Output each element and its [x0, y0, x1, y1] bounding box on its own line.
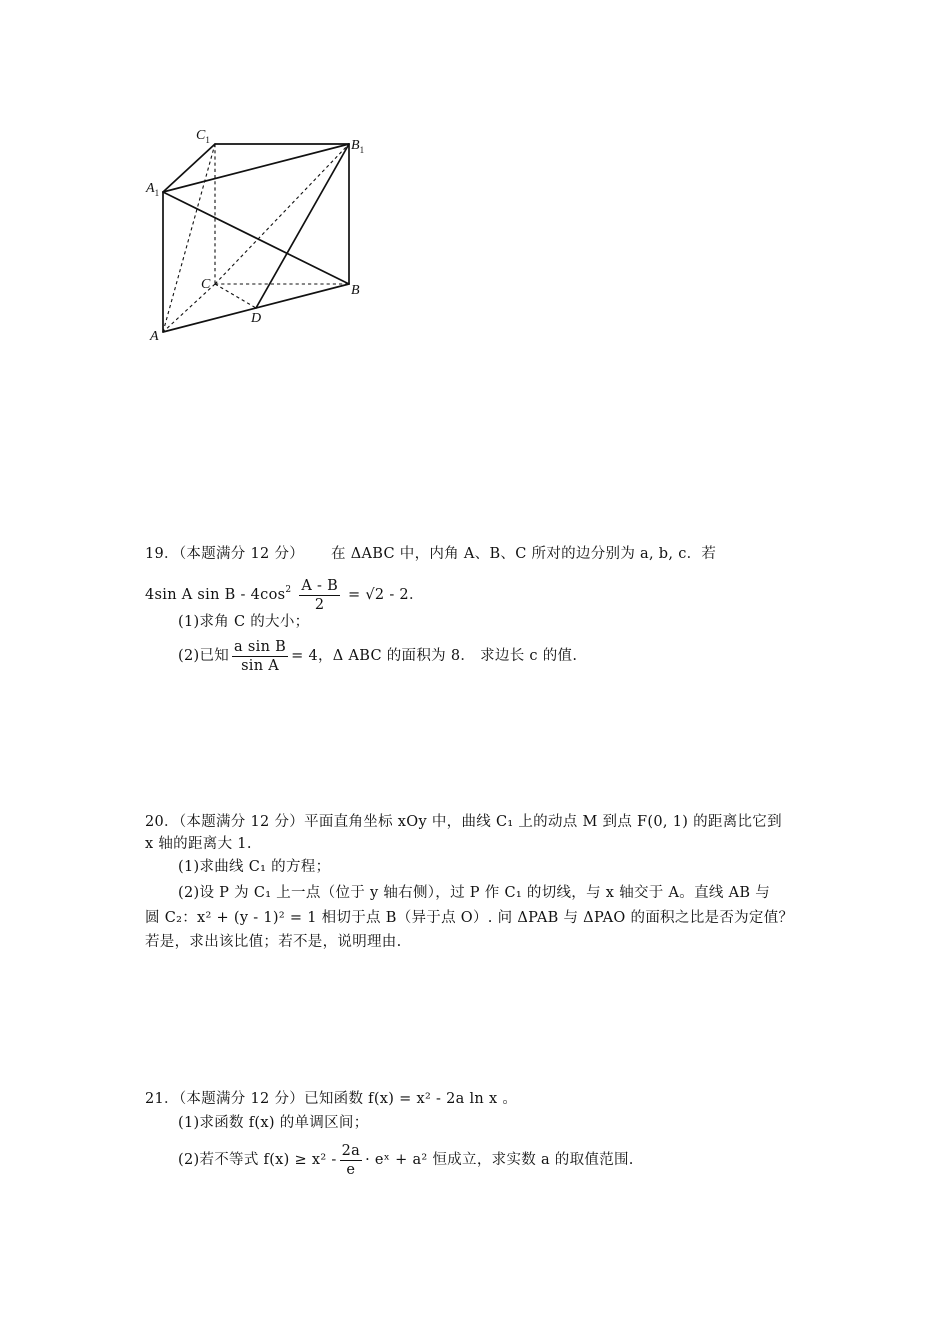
q19-part2-fraction: [232, 638, 288, 675]
prism-figure: [138, 122, 378, 352]
q19-frac-denominator: 2: [314, 596, 325, 613]
q21-part1: (1)求函数 f(x) 的单调区间；: [178, 1115, 369, 1131]
q20-part2: (2)设 P 为 C₁ 上一点（位于 y 轴右侧），过 P 作 C₁ 的切线，与 x 轴交于 A。直线 AB 与: [178, 885, 771, 901]
q19-part2-numerator: a sin B: [234, 638, 287, 655]
label-B: B: [351, 283, 360, 298]
label-A1: $A_1$: [146, 181, 160, 198]
q19-equation: 4sin A sin B - $4\cos^2$ $\frac{A - B}{2}$ = √2 - 2．: [145, 577, 424, 613]
q19-number: 19．: [145, 546, 179, 562]
q21-part2-prefix: (2)若不等式 f(x) ≥ x² -: [178, 1152, 337, 1168]
q21-part2-denominator: e: [346, 1161, 356, 1178]
q19-intro: 在 ΔABC 中，内角 A、B、C 所对的边分别为 a, b, c．若: [331, 546, 717, 562]
edge-A1B: [163, 192, 349, 284]
label-B1: $B_1$: [351, 138, 365, 155]
q19-fraction: [299, 577, 340, 614]
label-C: C: [201, 277, 211, 292]
q21-part2-fraction: [340, 1142, 362, 1179]
q19-frac-numerator: A - B: [301, 577, 339, 594]
q20-header-cont: x 轴的距离大 1.: [145, 836, 252, 852]
q19-eq-left: 4sin A sin B - 4cos: [145, 587, 286, 603]
hidden-edge-CD: [215, 284, 256, 308]
q21-header: 21．（本题满分 12 分）已知函数 f(x) = x² - 2a ln x 。: [145, 1091, 518, 1107]
q19-eq-right: = √2 - 2．: [347, 587, 424, 603]
q20-header: 20．（本题满分 12 分）平面直角坐标 xOy 中，曲线 C₁ 上的动点 M 到点 F(0, 1) 的距离比它到: [145, 814, 782, 830]
q19-part2-denominator: sin A: [241, 657, 280, 674]
q20-part1: (1)求曲线 C₁ 的方程；: [178, 859, 331, 875]
edge-A1B1: [163, 144, 349, 192]
q19-part2: [178, 636, 577, 676]
hidden-edge-AC1: [163, 144, 215, 332]
q21-part2-numerator: 2a: [341, 1142, 361, 1159]
edge-B1D: [256, 144, 349, 308]
q19-part2-prefix: (2)已知: [178, 648, 230, 664]
label-A: A: [150, 329, 159, 344]
prism-diagram: [138, 122, 378, 352]
q21-part2: [178, 1140, 634, 1180]
q21-part2-suffix: · eˣ + a² 恒成立，求实数 a 的取值范围.: [365, 1152, 634, 1168]
q19-part2-suffix: = 4，Δ ABC 的面积为 8． 求边长 c 的值.: [291, 648, 578, 664]
label-C1: $C_1$: [196, 128, 210, 145]
q19-part1: (1)求角 C 的大小；: [178, 614, 310, 630]
q20-part2-end: 若是，求出该比值；若不是，说明理由.: [145, 934, 402, 950]
q19-points: （本题满分 12 分）: [178, 546, 305, 562]
q20-part2-cont: 圆 C₂：x² + (y - 1)² = 1 相切于点 B（异于点 O）. 问 ΔPAB 与 ΔPAO 的面积之比是否为定值？: [145, 910, 794, 926]
q19-header: [145, 544, 716, 564]
label-D: D: [251, 311, 262, 326]
